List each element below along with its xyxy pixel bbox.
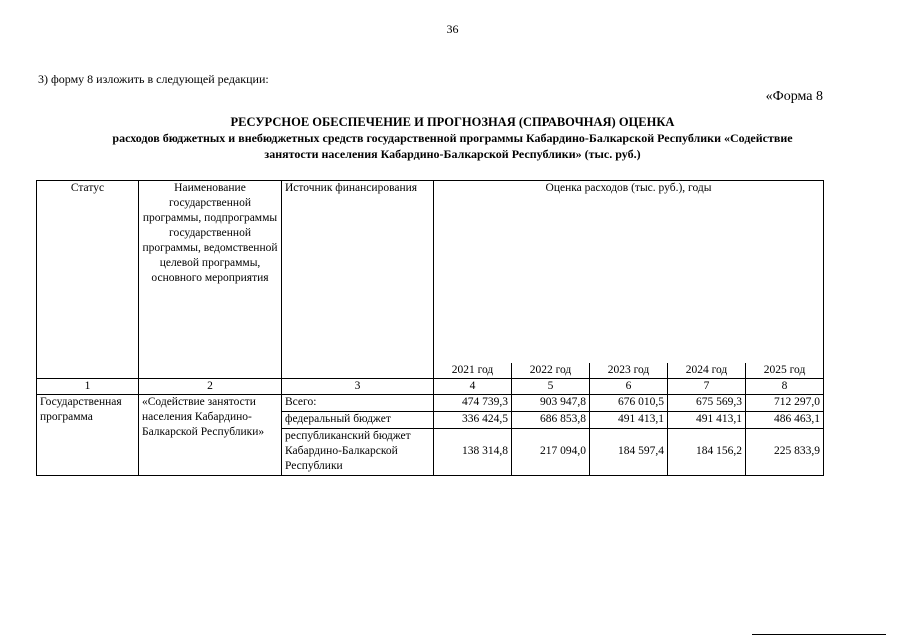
header-source: Источник финансирования (282, 181, 434, 379)
column-number: 5 (512, 378, 590, 394)
table-row (37, 394, 824, 411)
subtitle-line-1: расходов бюджетных и внебюджетных средств государственной программы Кабардино-Балкарской Республики «Содействие (112, 131, 793, 145)
column-numbers-row (37, 378, 824, 394)
value-cell: 138 314,8 (434, 428, 512, 475)
column-number: 6 (590, 378, 668, 394)
value-cell: 486 463,1 (746, 411, 824, 428)
funding-source: федеральный бюджет (282, 411, 434, 428)
value-cell: 491 413,1 (668, 411, 746, 428)
value-cell: 686 853,8 (512, 411, 590, 428)
header-status: Статус (37, 181, 139, 379)
value-cell: 184 597,4 (590, 428, 668, 475)
form-label: «Форма 8 (765, 89, 823, 104)
intro-text: 3) форму 8 изложить в следующей редакции: (38, 72, 269, 86)
column-number: 4 (434, 378, 512, 394)
value-cell: 336 424,5 (434, 411, 512, 428)
year-header: 2023 год (590, 363, 668, 379)
value-cell: 676 010,5 (590, 394, 668, 411)
column-number: 2 (139, 378, 282, 394)
budget-table (36, 180, 824, 476)
year-header: 2022 год (512, 363, 590, 379)
document-subtitle (0, 130, 905, 162)
header-estimate: Оценка расходов (тыс. руб.), годы (434, 181, 824, 363)
value-cell: 225 833,9 (746, 428, 824, 475)
header-row (37, 181, 824, 363)
document-title: РЕСУРСНОЕ ОБЕСПЕЧЕНИЕ И ПРОГНОЗНАЯ (СПРАВОЧНАЯ) ОЦЕНКА (230, 115, 675, 129)
program-name: «Содействие занятости населения Кабардино-Балкарской Республики» (139, 394, 282, 475)
column-number: 8 (746, 378, 824, 394)
program-status: Государственная программа (37, 394, 139, 475)
value-cell: 217 094,0 (512, 428, 590, 475)
value-cell: 712 297,0 (746, 394, 824, 411)
year-header: 2021 год (434, 363, 512, 379)
value-cell: 903 947,8 (512, 394, 590, 411)
page-number: 36 (446, 22, 459, 36)
value-cell: 184 156,2 (668, 428, 746, 475)
column-number: 7 (668, 378, 746, 394)
year-header: 2024 год (668, 363, 746, 379)
year-header: 2025 год (746, 363, 824, 379)
subtitle-line-2: занятости населения Кабардино-Балкарской Республики» (тыс. руб.) (264, 147, 641, 161)
value-cell: 474 739,3 (434, 394, 512, 411)
value-cell: 491 413,1 (590, 411, 668, 428)
header-name: Наименование государственной программы, подпрограммы государственной программы, ведомственной целевой программы, основного мероприятия (139, 181, 282, 379)
funding-source: республиканский бюджет Кабардино-Балкарской Республики (282, 428, 434, 475)
footer-divider (752, 634, 886, 635)
column-number: 1 (37, 378, 139, 394)
column-number: 3 (282, 378, 434, 394)
value-cell: 675 569,3 (668, 394, 746, 411)
funding-source: Всего: (282, 394, 434, 411)
